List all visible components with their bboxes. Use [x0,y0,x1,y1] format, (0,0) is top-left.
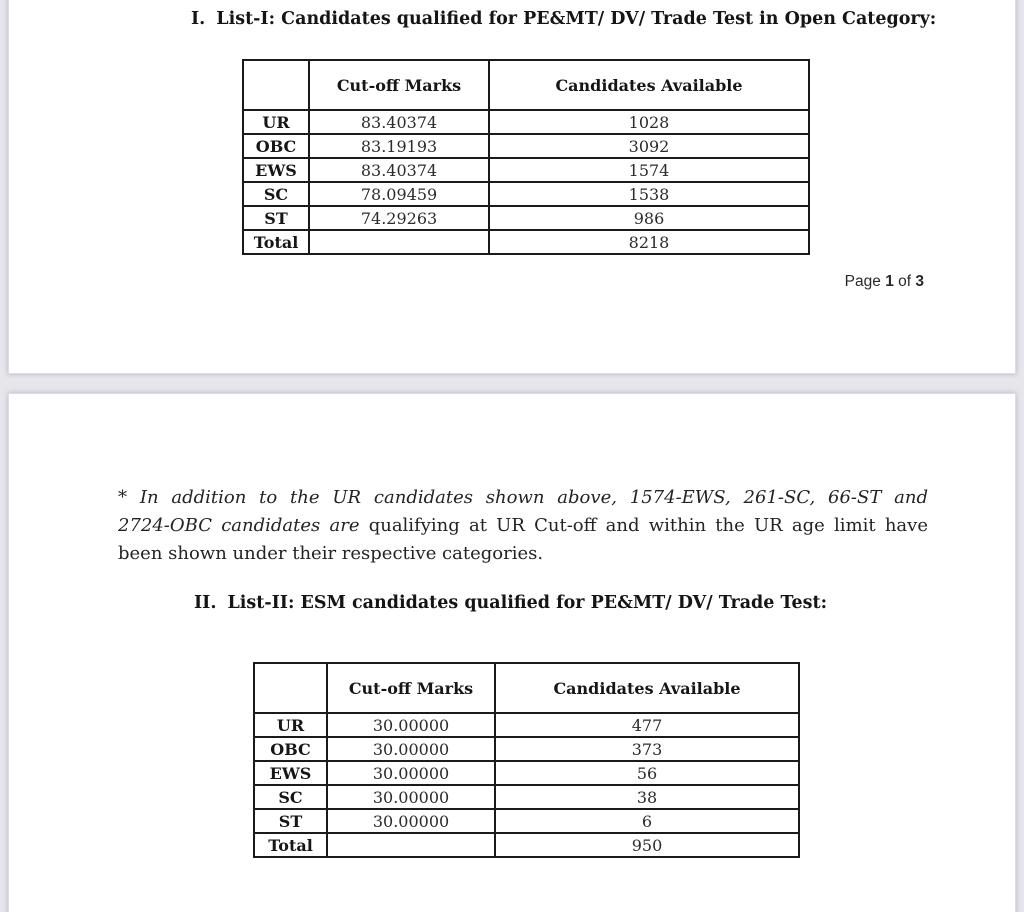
corner-cell [243,60,309,110]
cutoff-cell: 83.40374 [309,110,489,134]
cutoff-cell: 83.40374 [309,158,489,182]
table-row [254,833,799,857]
table-row [243,110,809,134]
available-cell: 56 [495,761,799,785]
section-numeral-1: I. [191,9,206,29]
footnote-regular-text: qualifying at UR Cut-off and within the UR age limit have [368,515,928,536]
list2-table [253,662,800,858]
available-cell: 986 [489,206,809,230]
available-cell: 8218 [489,230,809,254]
page-current-number: 1 [885,273,894,290]
available-cell: 3092 [489,134,809,158]
available-cell: 1028 [489,110,809,134]
footnote-line [118,512,928,540]
candidates-available-header: Candidates Available [495,663,799,713]
table-row [254,761,799,785]
corner-cell [254,663,327,713]
section-title-2: List-II: ESM candidates qualified for PE&MT/ DV/ Trade Test: [227,593,828,613]
page-total-number: 3 [915,273,924,290]
section-numeral-2: II. [194,593,217,613]
category-cell: Total [243,230,309,254]
cutoff-cell: 74.29263 [309,206,489,230]
cutoff-cell: 30.00000 [327,809,495,833]
footnote-italic-text: 2724-OBC candidates are [118,515,369,536]
cutoff-cell: 78.09459 [309,182,489,206]
cutoff-cell [309,230,489,254]
table-row [254,809,799,833]
cutoff-marks-header: Cut-off Marks [327,663,495,713]
category-cell: EWS [243,158,309,182]
table-header-row [254,663,799,713]
table-header-row [243,60,809,110]
category-cell: ST [254,809,327,833]
footnote-italic-text: * In addition to the UR candidates shown above, 1574-EWS, 261-SC, 66-ST and [118,487,928,508]
document-page-2 [8,393,1016,912]
category-cell: EWS [254,761,327,785]
table-row [243,182,809,206]
table-row [254,713,799,737]
available-cell: 1574 [489,158,809,182]
category-cell: SC [254,785,327,809]
cutoff-cell: 30.00000 [327,737,495,761]
category-cell: OBC [254,737,327,761]
page-word: Page [844,273,881,290]
category-cell: OBC [243,134,309,158]
candidates-available-header: Candidates Available [489,60,809,110]
table-row [243,158,809,182]
category-cell: UR [254,713,327,737]
category-cell: Total [254,833,327,857]
category-cell: SC [243,182,309,206]
category-cell: ST [243,206,309,230]
page-indicator [845,273,924,291]
cutoff-cell: 30.00000 [327,785,495,809]
table-row [243,206,809,230]
table-row [254,737,799,761]
footnote-line [118,484,928,512]
available-cell: 950 [495,833,799,857]
cutoff-cell: 30.00000 [327,761,495,785]
section-heading-list2 [194,592,827,614]
cutoff-cell: 30.00000 [327,713,495,737]
available-cell: 373 [495,737,799,761]
footnote-regular-text: been shown under their respective categories. [118,543,544,564]
category-cell: UR [243,110,309,134]
cutoff-marks-header: Cut-off Marks [309,60,489,110]
of-word: of [898,273,912,290]
footnote-line [118,540,928,568]
table-row [243,134,809,158]
document-page-1 [8,0,1016,374]
cutoff-cell: 83.19193 [309,134,489,158]
cutoff-cell [327,833,495,857]
section-title-1: List-I: Candidates qualified for PE&MT/ DV/ Trade Test in Open Category: [216,9,937,29]
list1-table [242,59,810,255]
footnote-paragraph [118,484,928,568]
table-row [254,785,799,809]
available-cell: 477 [495,713,799,737]
available-cell: 6 [495,809,799,833]
section-heading-list1 [191,8,936,30]
available-cell: 38 [495,785,799,809]
table-row [243,230,809,254]
available-cell: 1538 [489,182,809,206]
